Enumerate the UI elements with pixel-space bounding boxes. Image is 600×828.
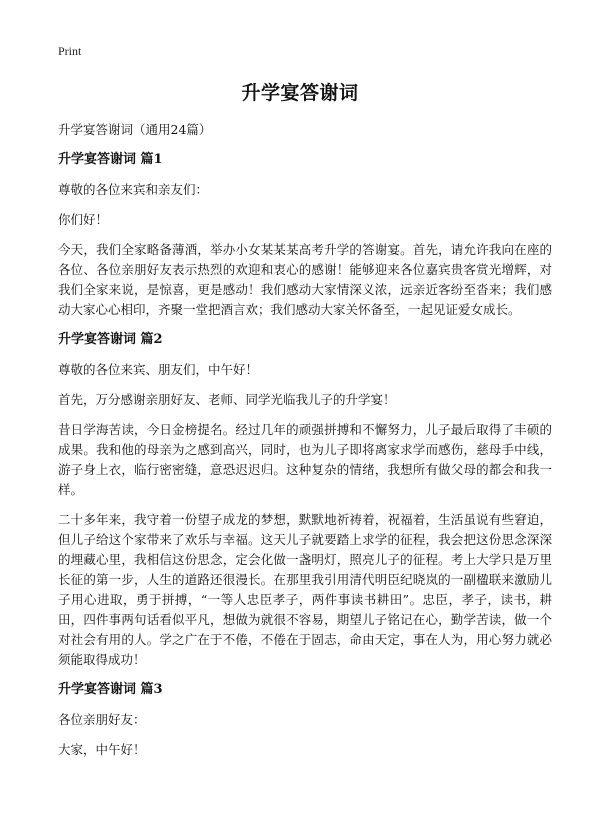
paragraph: 二十多年来，我守着一份望子成龙的梦想，默默地祈祷着，祝福着，生活虽说有些窘迫，但儿子给这个家带来了欢乐与幸福。这天儿子就要踏上求学的征程，我会把这份思念深深的埋藏心里，我相信这份思念，定会化做一盏明灯，照亮儿子的征程。考上大学只是万里长征的第一步，人生的道路还很漫长。在那里我引用清代明臣纪晓岚的一副楹联来激励儿子用心进取，勇于拼搏，“一等人忠臣孝子，两件事读书耕田”。忠臣，孝子，读书，耕田，四件事两句话看似平凡，想做为就很不容易，期望儿子铭记在心，勤学苦读，做一个对社会有用的人。学之广在于不倦，不倦在于固志，命由天定，事在人为，用心努力就必须能取得成功！ [58,512,552,667]
section-heading: 升学宴答谢词 篇3 [58,682,163,697]
document-subtitle: 升学宴答谢词（通用24篇） [58,122,212,137]
section-heading: 升学宴答谢词 篇1 [58,152,163,167]
section-3 [58,680,552,760]
page-title: 升学宴答谢词 [241,82,359,104]
paragraph: 今天，我们全家略备薄酒，举办小女某某某高考升学的答谢宴。首先，请允许我向在座的各位、各位亲朋好友表示热烈的欢迎和衷心的感谢！能够迎来各位嘉宾贵客赏光增辉，对我们全家来说，是惊喜，更是感动！我们感动大家情深义浓，远亲近客纷至沓来；我们感动大家心心相印，齐聚一堂把酒言欢；我们感动大家关怀备至，一起见证爱女成长。 [58,242,552,317]
section-1 [58,150,552,320]
paragraph: 昔日学海苦读，今日金榜提名。经过几年的顽强拼搏和不懈努力，儿子最后取得了丰硕的成果。我和他的母亲为之感到高兴，同时，也为儿子即将离家求学而感伤，慈母手中线，游子身上衣，临行密密缝，意恐迟迟归。这种复杂的情绪，我想所有做父母的都会和我一样。 [58,422,552,497]
paragraph: 首先，万分感谢亲朋好友、老师、同学光临我儿子的升学宴！ [58,392,396,407]
paragraph: 大家，中午好！ [58,742,146,757]
print-link[interactable]: Print [58,44,82,58]
document-body [58,120,552,770]
paragraph: 各位亲朋好友： [58,712,146,727]
paragraph: 尊敬的各位来宾和亲友们： [58,182,209,197]
section-heading: 升学宴答谢词 篇2 [58,332,163,347]
section-2 [58,330,552,670]
paragraph: 尊敬的各位来宾、朋友们，中午好！ [58,362,259,377]
paragraph: 你们好！ [58,212,109,227]
